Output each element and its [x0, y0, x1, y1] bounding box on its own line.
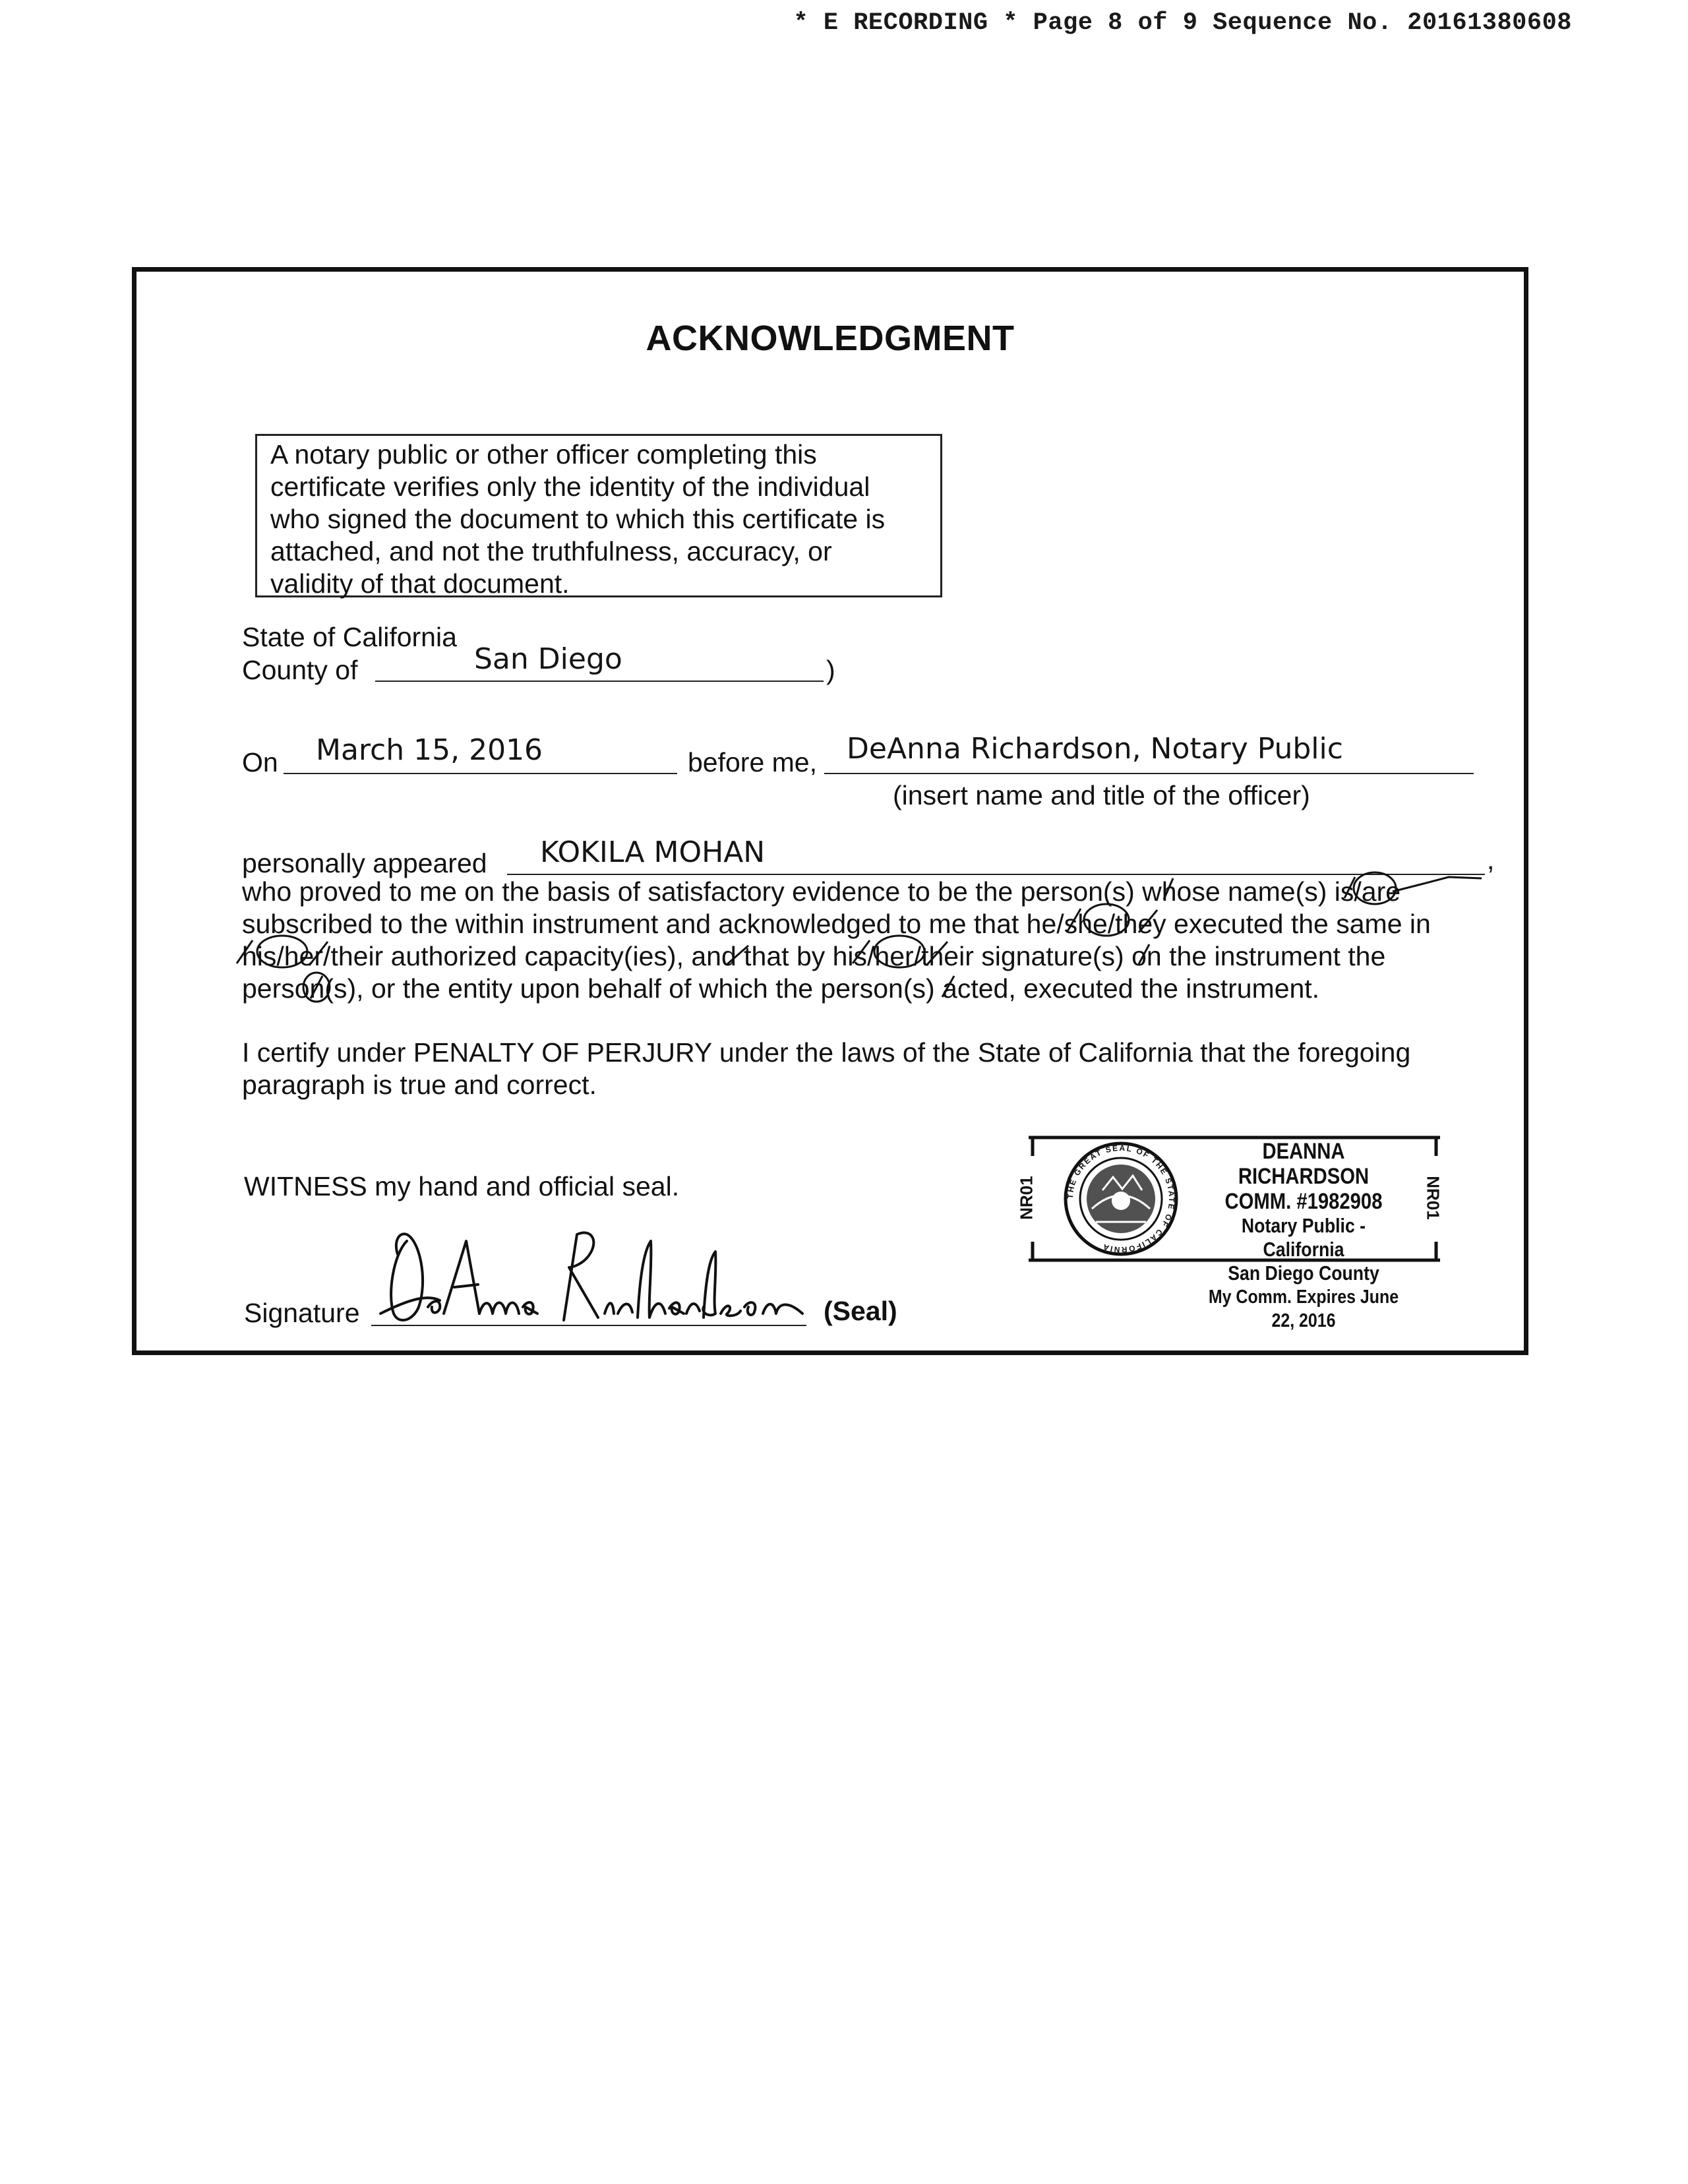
stamp-expiration: My Comm. Expires June 22, 2016	[1208, 1287, 1399, 1331]
seal-label: (Seal)	[824, 1296, 897, 1326]
appeared-comma: ,	[1487, 845, 1495, 875]
notary-stamp	[1016, 1130, 1445, 1331]
body-line: who proved to me on the basis of satisfactory evidence to be the person(s) whose name(s) is/are	[242, 876, 1401, 907]
handwritten-signature-icon	[367, 1215, 829, 1327]
state-label: State of California	[242, 622, 457, 652]
county-paren: )	[826, 655, 835, 685]
appeared-label: personally appeared	[242, 848, 487, 878]
appeared-value: KOKILA MOHAN	[540, 835, 766, 869]
stamp-notary-title: Notary Public - California	[1241, 1214, 1366, 1261]
date-value: March 15, 2016	[316, 733, 543, 767]
perjury-line: paragraph is true and correct.	[242, 1070, 597, 1100]
body-line: person(s), or the entity upon behalf of which the person(s) acted, executed the instrument.	[242, 973, 1320, 1004]
seal-ring-label: THE GREAT SEAL OF THE STATE OF CALIFORNIA	[1065, 1143, 1177, 1255]
notice-line: attached, and not the truthfulness, accuracy, or	[270, 536, 832, 566]
stamp-commission-number: COMM. #1982908	[1224, 1189, 1383, 1214]
before-me-label: before me,	[688, 747, 817, 777]
on-label: On	[242, 747, 278, 777]
witness-text: WITNESS my hand and official seal.	[244, 1171, 680, 1201]
notice-line: validity of that document.	[270, 568, 570, 599]
body-line: his/her/their authorized capacity(ies), and that by his/her/their signature(s) on the instrument the	[242, 941, 1386, 971]
notice-line: A notary public or other officer completing this	[270, 439, 817, 470]
form-title: ACKNOWLEDGMENT	[646, 318, 1015, 358]
stamp-county: San Diego County	[1228, 1261, 1379, 1285]
perjury-line: I certify under PENALTY OF PERJURY under the laws of the State of California that the foregoing	[242, 1037, 1411, 1068]
stamp-notary-name: DEANNA RICHARDSON	[1238, 1139, 1370, 1189]
signature-label: Signature	[244, 1298, 360, 1328]
acknowledgment-form	[132, 267, 1528, 1355]
recording-header: * E RECORDING * Page 8 of 9 Sequence No. 20161380608	[793, 9, 1572, 37]
stamp-side-code-right: NR01	[1423, 1176, 1443, 1220]
body-line: subscribed to the within instrument and acknowledged to me that he/she/they executed the same in	[242, 909, 1431, 939]
svg-text:THE GREAT SEAL OF THE STATE OF	[1066, 1143, 1176, 1254]
county-value: San Diego	[474, 642, 622, 676]
notice-line: certificate verifies only the identity of the individual	[270, 471, 870, 502]
stamp-side-code-left: NR01	[1016, 1176, 1037, 1220]
notice-line: who signed the document to which this certificate is	[270, 504, 886, 534]
officer-value: DeAnna Richardson, Notary Public	[847, 732, 1343, 766]
officer-hint: (insert name and title of the officer)	[893, 780, 1310, 810]
county-label: County of	[242, 655, 358, 685]
